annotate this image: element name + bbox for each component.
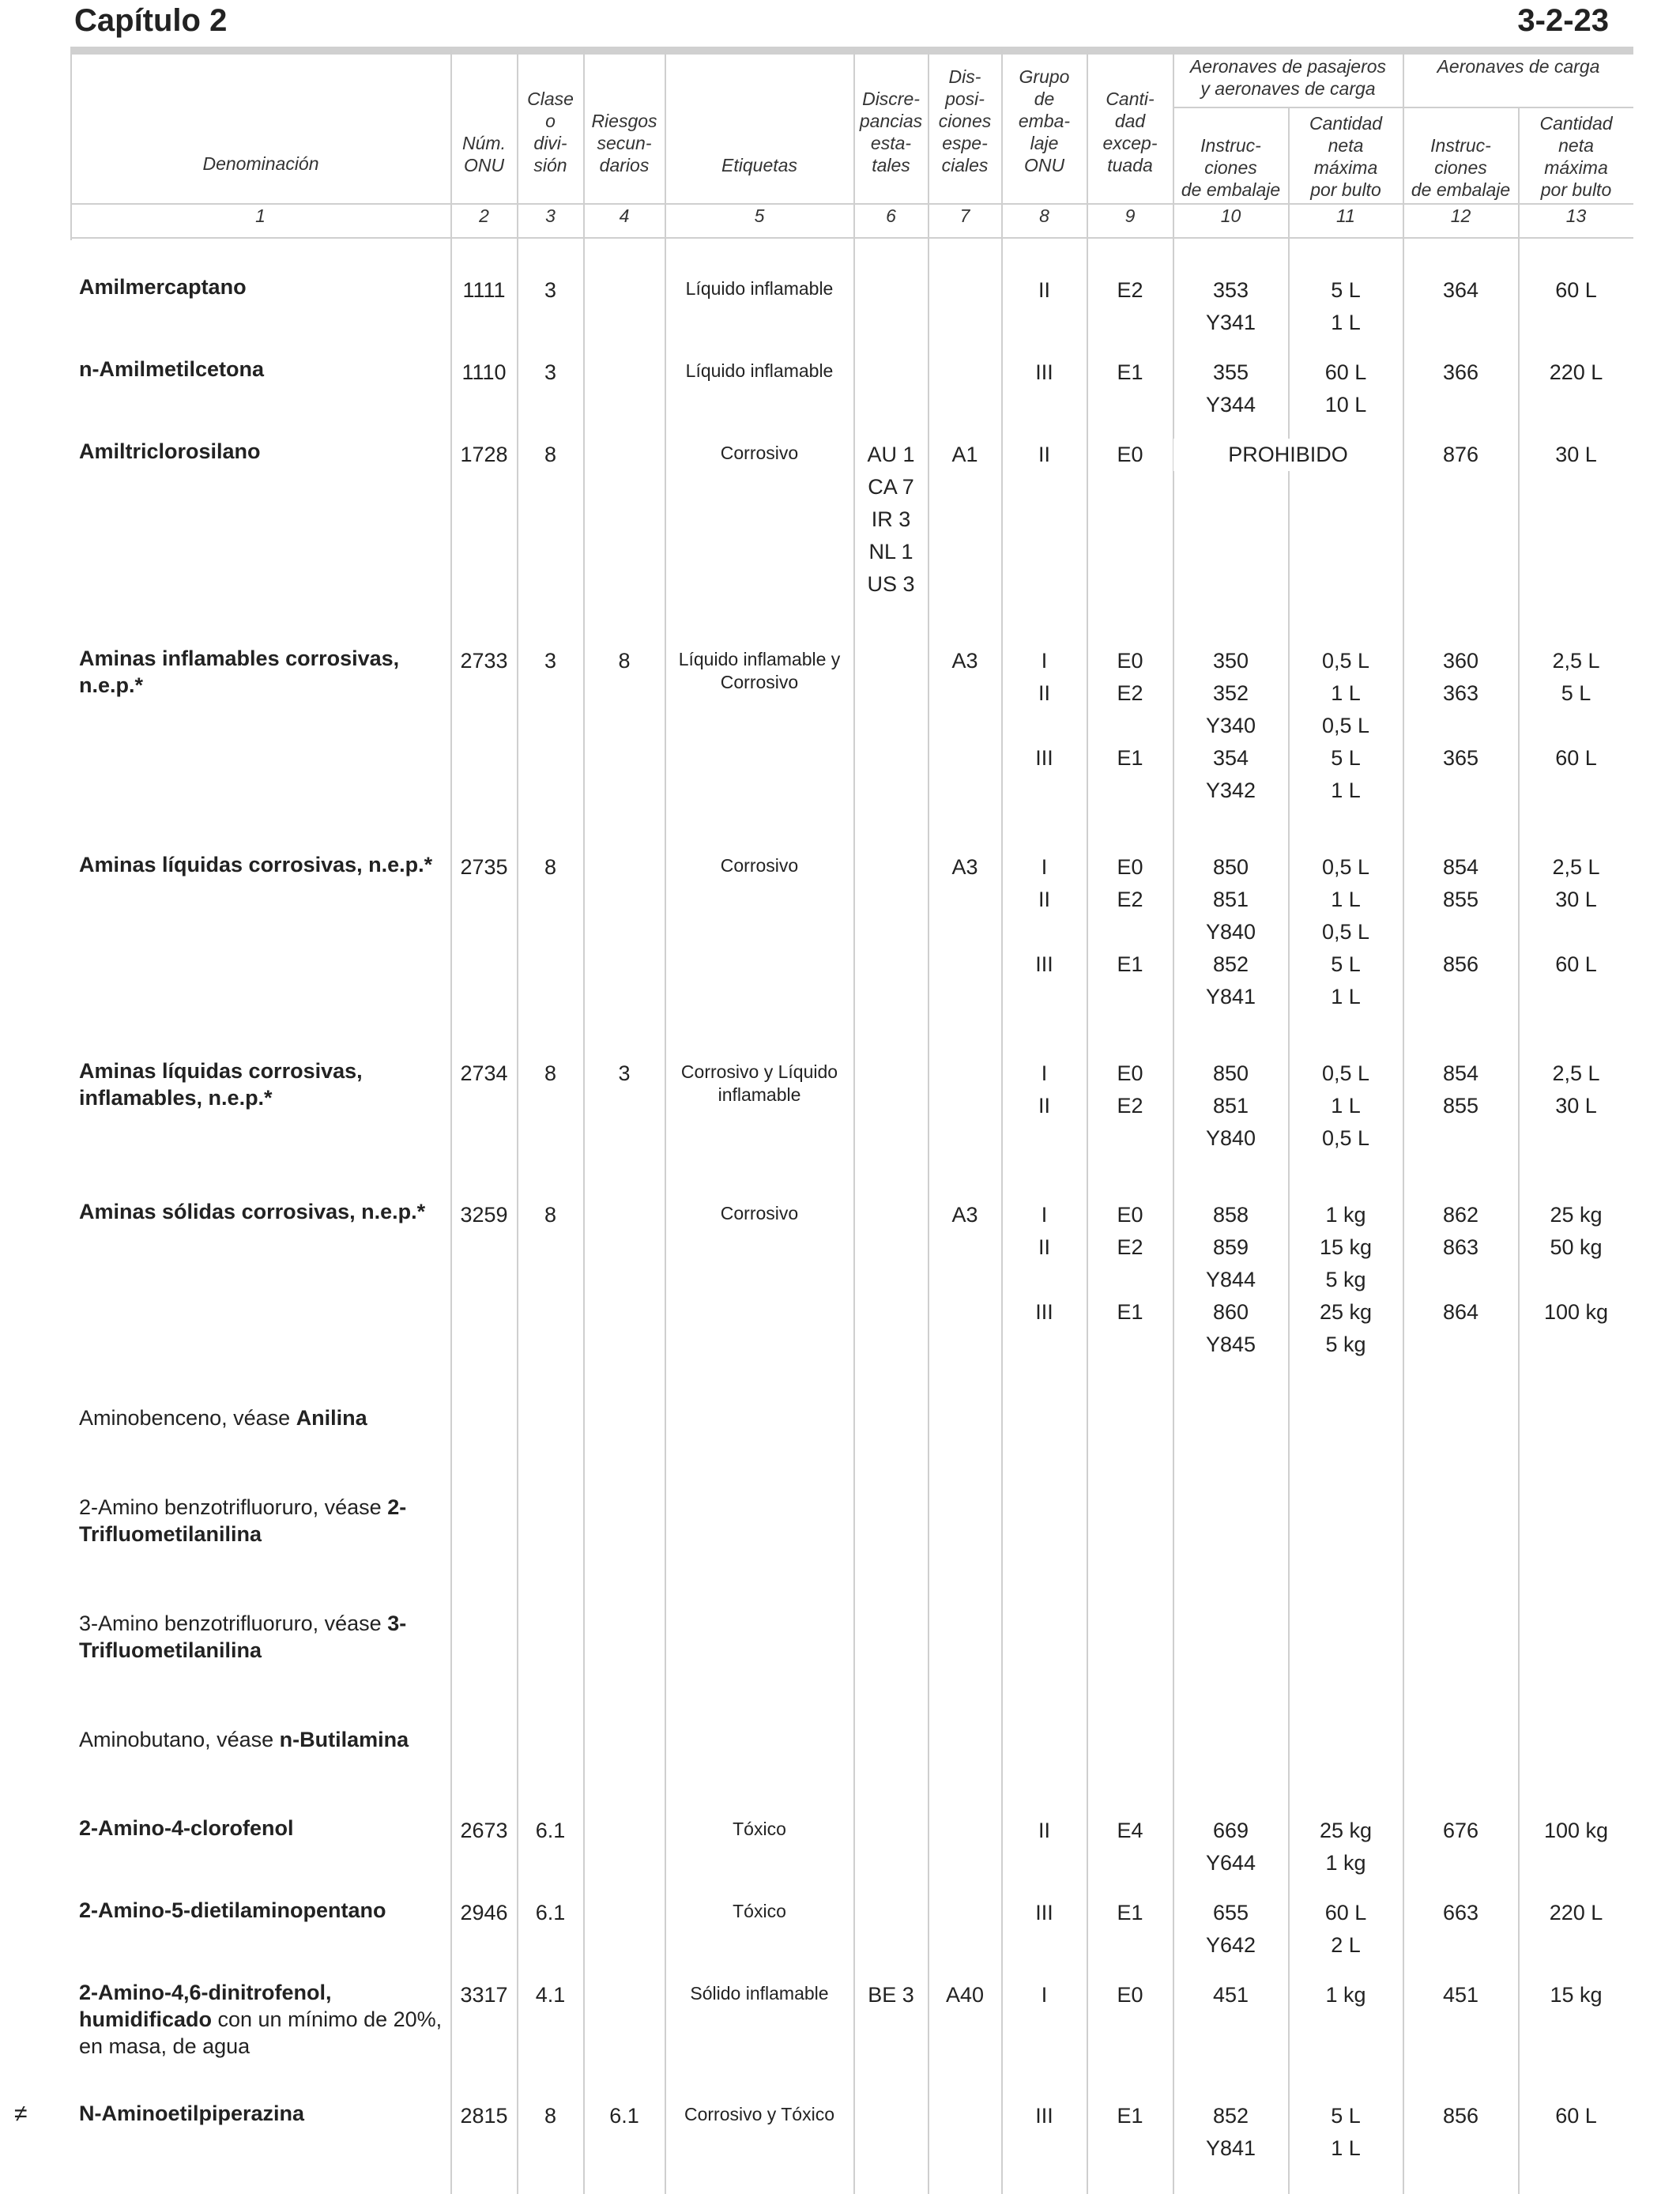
un-number: 2734 <box>460 1061 508 1085</box>
cargo-max-quantity: 30 L <box>1555 443 1597 466</box>
column-number: 3 <box>545 205 556 226</box>
grid-line <box>70 203 1633 205</box>
excepted-quantity: E0 <box>1117 443 1143 466</box>
header-pasajeros: Aeronaves de pasajeros y aeronaves de carga <box>1189 56 1387 99</box>
class-division: 8 <box>544 855 557 879</box>
pax-packing-instruction: 858 859 Y844 860 Y845 <box>1205 1203 1256 1356</box>
column-number: 5 <box>754 205 765 226</box>
cargo-max-quantity: 25 kg 50 kg 100 kg <box>1543 1203 1609 1324</box>
packing-group: III <box>1035 360 1053 384</box>
label: Corrosivo <box>720 1203 799 1223</box>
class-division: 3 <box>544 360 557 384</box>
cargo-packing-instruction: 862 863 864 <box>1442 1203 1479 1324</box>
subsidiary-risk: 6.1 <box>609 2104 639 2128</box>
cross-reference: Aminobenceno, véase Anilina <box>79 1406 367 1430</box>
pax-max-quantity: 25 kg 1 kg <box>1319 1819 1373 1875</box>
excepted-quantity: E1 <box>1117 1901 1143 1924</box>
packing-group: III <box>1035 1901 1053 1924</box>
excepted-quantity: E0 E2 E1 <box>1117 1203 1143 1324</box>
column-number: 8 <box>1039 205 1049 226</box>
un-number: 3259 <box>460 1203 508 1227</box>
excepted-quantity: E1 <box>1117 360 1143 384</box>
label: Sólido inflamable <box>690 1983 829 2004</box>
un-number: 2815 <box>460 2104 508 2128</box>
label: Corrosivo y Tóxico <box>684 2104 835 2124</box>
column-number: 6 <box>886 205 896 226</box>
cargo-packing-instruction: 360 363 365 <box>1442 649 1479 770</box>
chapter-title: Capítulo 2 <box>74 3 228 38</box>
pax-packing-instruction: 850 851 Y840 852 Y841 <box>1205 855 1256 1008</box>
header-rule <box>70 47 1633 55</box>
cargo-packing-instruction: 364 <box>1442 278 1479 302</box>
packing-group: II <box>1038 443 1050 466</box>
header-denominacion: Denominación <box>202 153 319 174</box>
cargo-packing-instruction: 451 <box>1442 1983 1479 2007</box>
packing-group: II <box>1038 278 1050 302</box>
header-carga: Aeronaves de carga <box>1437 56 1600 77</box>
change-mark: ≠ <box>14 2101 28 2127</box>
column-number: 13 <box>1565 205 1587 226</box>
cargo-max-quantity: 2,5 L 30 L <box>1552 1061 1600 1118</box>
cargo-max-quantity: 60 L <box>1555 278 1597 302</box>
packing-group: II <box>1038 1819 1050 1842</box>
header-etiquetas: Etiquetas <box>721 155 797 175</box>
class-division: 3 <box>544 278 557 302</box>
packing-group: III <box>1035 2104 1053 2128</box>
pax-max-quantity: 0,5 L 1 L 0,5 L <box>1321 1061 1370 1150</box>
pax-packing-instruction: 355 Y344 <box>1205 360 1256 417</box>
column-number: 10 <box>1220 205 1241 226</box>
excepted-quantity: E0 E2 <box>1117 1061 1143 1118</box>
header-cantidad-exceptuada: Canti- dad excep- tuada <box>1102 89 1158 175</box>
un-number: 1111 <box>462 278 506 302</box>
cargo-max-quantity: 2,5 L 30 L 60 L <box>1552 855 1600 976</box>
substance-name: Aminas líquidas corrosivas, n.e.p.* <box>79 853 433 876</box>
un-number: 1728 <box>460 443 508 466</box>
header-instrucciones-pasajeros: Instruc- ciones de embalaje <box>1181 135 1281 200</box>
label: Tóxico <box>733 1901 786 1921</box>
cross-reference: 3-Amino benzotrifluoruro, véase 3-Trifluometilanilina <box>79 1612 407 1662</box>
header-cantidad-neta-pasajeros: Cantidad neta máxima por bulto <box>1309 113 1383 200</box>
pax-packing-instruction: 353 Y341 <box>1205 278 1256 334</box>
un-number: 2946 <box>460 1901 508 1924</box>
substance-name: n-Amilmetilcetona <box>79 357 265 381</box>
cargo-max-quantity: 100 kg <box>1543 1819 1609 1842</box>
subsidiary-risk: 8 <box>618 649 631 673</box>
grid-line <box>853 49 855 2194</box>
label: Tóxico <box>733 1819 786 1839</box>
substance-name: Aminas inflamables corrosivas, n.e.p.* <box>79 647 400 697</box>
cargo-packing-instruction: 856 <box>1442 2104 1479 2128</box>
header-disposiciones: Dis- posi- ciones espe- ciales <box>938 66 992 175</box>
grid-line <box>1173 107 1633 108</box>
state-variations: AU 1 CA 7 IR 3 NL 1 US 3 <box>867 443 915 596</box>
substance-name: Aminas sólidas corrosivas, n.e.p.* <box>79 1200 426 1223</box>
pax-max-quantity: 1 kg <box>1325 1983 1366 2007</box>
header-clase: Clase o divi- sión <box>527 89 574 175</box>
cargo-max-quantity: 220 L <box>1549 1901 1603 1924</box>
excepted-quantity: E0 E2 E1 <box>1117 855 1143 976</box>
column-number: 4 <box>619 205 630 226</box>
packing-group: I <box>1041 1983 1048 2007</box>
pax-max-quantity: 5 L 1 L <box>1331 278 1361 334</box>
un-number: 2735 <box>460 855 508 879</box>
grid-line <box>583 49 585 2194</box>
un-number: 2673 <box>460 1819 508 1842</box>
class-division: 8 <box>544 2104 557 2128</box>
packing-group: I II III <box>1035 649 1053 770</box>
cargo-packing-instruction: 854 855 <box>1442 1061 1479 1118</box>
packing-group: I II III <box>1035 855 1053 976</box>
substance-name: Amiltriclorosilano <box>79 439 261 463</box>
cross-reference: Aminobutano, véase n-Butilamina <box>79 1728 409 1751</box>
label: Líquido inflamable <box>685 360 834 381</box>
forbidden-text: PROHIBIDO <box>1173 439 1403 471</box>
special-provisions: A3 <box>951 855 978 879</box>
column-number: 12 <box>1450 205 1471 226</box>
un-number: 3317 <box>460 1983 508 2007</box>
subsidiary-risk: 3 <box>618 1061 631 1085</box>
cargo-max-quantity: 2,5 L 5 L 60 L <box>1552 649 1600 770</box>
class-division: 8 <box>544 443 557 466</box>
pax-packing-instruction: 451 <box>1212 1983 1249 2007</box>
class-division: 8 <box>544 1203 557 1227</box>
excepted-quantity: E4 <box>1117 1819 1143 1842</box>
page-number: 3-2-23 <box>1517 3 1609 38</box>
label: Líquido inflamable <box>685 278 834 299</box>
excepted-quantity: E2 <box>1117 278 1143 302</box>
column-number: 1 <box>255 205 266 226</box>
cargo-packing-instruction: 854 855 856 <box>1442 855 1479 976</box>
substance-name: Amilmercaptano <box>79 275 247 299</box>
column-number: 2 <box>479 205 489 226</box>
un-number: 2733 <box>460 649 508 673</box>
pax-max-quantity: 60 L 2 L <box>1324 1901 1367 1957</box>
grid-line <box>1518 107 1520 2194</box>
cargo-packing-instruction: 676 <box>1442 1819 1479 1842</box>
label: Corrosivo <box>720 443 799 463</box>
header-discrepancias: Discre- pancias esta- tales <box>859 89 923 175</box>
special-provisions: A1 <box>951 443 978 466</box>
special-provisions: A40 <box>945 1983 985 2007</box>
label: Líquido inflamable y Corrosivo <box>678 649 841 692</box>
excepted-quantity: E0 E2 E1 <box>1117 649 1143 770</box>
class-division: 6.1 <box>535 1819 566 1842</box>
header-onu: Núm. ONU <box>462 133 506 175</box>
header-instrucciones-carga: Instruc- ciones de embalaje <box>1411 135 1511 200</box>
cargo-packing-instruction: 366 <box>1442 360 1479 384</box>
pax-max-quantity: 0,5 L 1 L 0,5 L 5 L 1 L <box>1321 855 1370 1008</box>
cargo-max-quantity: 220 L <box>1549 360 1603 384</box>
pax-packing-instruction: 655 Y642 <box>1205 1901 1256 1957</box>
special-provisions: A3 <box>951 649 978 673</box>
pax-max-quantity: 0,5 L 1 L 0,5 L 5 L 1 L <box>1321 649 1370 802</box>
cargo-packing-instruction: 876 <box>1442 443 1479 466</box>
state-variations: BE 3 <box>868 1983 914 2007</box>
grid-line <box>928 49 929 2194</box>
cargo-max-quantity: 60 L <box>1555 2104 1597 2128</box>
label: Corrosivo y Líquido inflamable <box>680 1061 838 1105</box>
substance-name: 2-Amino-4-clorofenol <box>79 1816 294 1840</box>
pax-packing-instruction: 350 352 Y340 354 Y342 <box>1205 649 1256 802</box>
cargo-max-quantity: 15 kg <box>1550 1983 1603 2007</box>
grid-line <box>70 237 1633 239</box>
pax-packing-instruction: 850 851 Y840 <box>1205 1061 1256 1150</box>
substance-name: 2-Amino-5-dietilaminopentano <box>79 1898 386 1922</box>
excepted-quantity: E1 <box>1117 2104 1143 2128</box>
pax-packing-instruction: 852 Y841 <box>1205 2104 1256 2160</box>
class-division: 4.1 <box>535 1983 566 2007</box>
header-cantidad-neta-carga: Cantidad neta máxima por bulto <box>1539 113 1613 200</box>
cross-reference: 2-Amino benzotrifluoruro, véase 2-Trifluometilanilina <box>79 1495 407 1546</box>
excepted-quantity: E0 <box>1117 1983 1143 2007</box>
special-provisions: A3 <box>951 1203 978 1227</box>
column-number: 9 <box>1124 205 1136 226</box>
header-grupo: Grupo de emba- laje ONU <box>1018 66 1071 175</box>
column-number: 7 <box>959 205 970 226</box>
cargo-packing-instruction: 663 <box>1442 1901 1479 1924</box>
pax-max-quantity: 60 L 10 L <box>1324 360 1367 417</box>
substance-name: N-Aminoetilpiperazina <box>79 2102 305 2125</box>
column-number: 11 <box>1336 205 1355 226</box>
packing-group: I II III <box>1035 1203 1053 1324</box>
un-number: 1110 <box>461 360 507 384</box>
label: Corrosivo <box>720 855 799 876</box>
substance-name: 2-Amino-4,6-dinitrofenol, humidificado con un mínimo de 20%, en masa, de agua <box>79 1981 443 2058</box>
header-riesgos: Riesgos secun- darios <box>591 111 657 175</box>
class-division: 3 <box>544 649 557 673</box>
pax-max-quantity: 5 L 1 L <box>1331 2104 1361 2160</box>
pax-packing-instruction: 669 Y644 <box>1205 1819 1256 1875</box>
pax-max-quantity: 1 kg 15 kg 5 kg 25 kg 5 kg <box>1319 1203 1373 1356</box>
class-division: 8 <box>544 1061 557 1085</box>
class-division: 6.1 <box>535 1901 566 1924</box>
substance-name: Aminas líquidas corrosivas, inflamables, n.e.p.* <box>79 1059 363 1110</box>
packing-group: I II <box>1038 1061 1050 1118</box>
